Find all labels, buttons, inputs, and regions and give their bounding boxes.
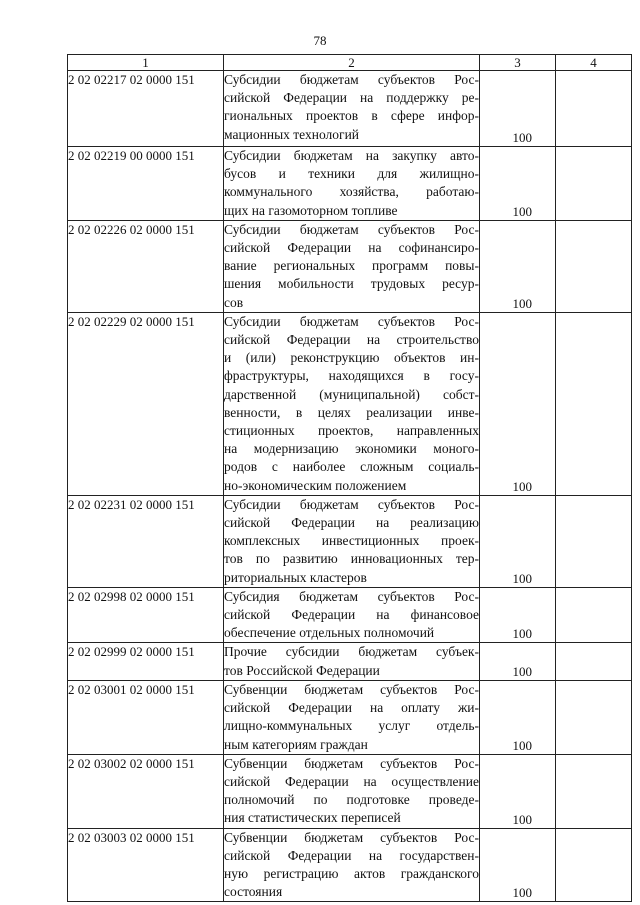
description-line: комплексных инвестиционных проек- xyxy=(224,533,479,549)
value-text: 100 xyxy=(512,626,532,642)
column-header-2: 2 xyxy=(224,55,480,71)
budget-code-cell: 2 02 02229 02 0000 151 xyxy=(68,312,224,495)
description-line: венности, в целях реализации инве- xyxy=(224,404,479,420)
value-cell xyxy=(480,495,556,587)
description-line: тов по развитию инновационных тер- xyxy=(224,551,479,567)
description-line: дарственной (муниципальной) собст- xyxy=(224,386,479,402)
table-row xyxy=(68,147,632,221)
description-line: гиональных проектов в сфере инфор- xyxy=(224,108,479,124)
description-line: коммунального хозяйства, работаю- xyxy=(224,184,479,200)
column-4-cell xyxy=(556,147,632,221)
column-header-3: 3 xyxy=(480,55,556,71)
description-line: Субвенции бюджетам субъектов Рос- xyxy=(224,829,479,845)
description-line: сийской Федерации на реализацию xyxy=(224,515,479,531)
description-line: тов Российской Федерации xyxy=(224,662,380,678)
description-line: бусов и техники для жилищно- xyxy=(224,166,479,182)
description-line: Субсидии бюджетам субъектов Рос- xyxy=(224,72,479,87)
description-line: ную регистрацию актов гражданского xyxy=(224,865,479,881)
description-cell xyxy=(224,587,480,643)
value-cell xyxy=(480,754,556,828)
description-cell xyxy=(224,754,480,828)
value-cell xyxy=(480,587,556,643)
description-cell xyxy=(224,147,480,221)
description-line: сийской Федерации на государствен- xyxy=(224,847,479,863)
description-line: фраструктуры, находящихся в госу- xyxy=(224,368,479,384)
column-4-cell xyxy=(556,495,632,587)
description-line: лищно-коммунальных услуг отдель- xyxy=(224,718,479,734)
table-row xyxy=(68,495,632,587)
description-line: Субвенции бюджетам субъектов Рос- xyxy=(224,755,479,771)
description-line: ным категориям граждан xyxy=(224,736,368,752)
description-line: Субвенции бюджетам субъектов Рос- xyxy=(224,681,479,697)
value-text: 100 xyxy=(512,203,532,219)
description-line: и (или) реконструкцию объектов ин- xyxy=(224,350,479,366)
description-line: Субсидии бюджетам субъектов Рос- xyxy=(224,221,479,237)
budget-code-cell: 2 02 03001 02 0000 151 xyxy=(68,680,224,754)
budget-code-cell: 2 02 03003 02 0000 151 xyxy=(68,828,224,902)
description-cell xyxy=(224,312,480,495)
description-line: сийской Федерации на софинансиро- xyxy=(224,240,479,256)
column-4-cell xyxy=(556,312,632,495)
description-line: состояния xyxy=(224,884,283,900)
value-text: 100 xyxy=(512,811,532,827)
description-line: сов xyxy=(224,294,244,310)
value-text: 100 xyxy=(512,130,532,145)
description-line: Субсидия бюджетам субъектов Рос- xyxy=(224,588,479,604)
table-row xyxy=(68,680,632,754)
description-cell xyxy=(224,220,480,312)
value-text: 100 xyxy=(512,295,532,311)
budget-code-cell: 2 02 02999 02 0000 151 xyxy=(68,643,224,680)
description-line: но-экономическим положением xyxy=(224,477,407,493)
description-line: стиционных проектов, направленных xyxy=(224,423,479,439)
column-4-cell xyxy=(556,643,632,680)
description-line: сийской Федерации на строительство xyxy=(224,332,479,348)
column-header-1: 1 xyxy=(68,55,224,71)
description-cell xyxy=(224,495,480,587)
value-text: 100 xyxy=(512,478,532,494)
column-4-cell xyxy=(556,828,632,902)
description-line: риториальных кластеров xyxy=(224,569,367,585)
table-row xyxy=(68,754,632,828)
table-row xyxy=(68,828,632,902)
value-cell xyxy=(480,147,556,221)
table-row xyxy=(68,587,632,643)
description-line: обеспечение отдельных полномочий xyxy=(224,625,435,641)
description-cell xyxy=(224,71,480,147)
description-line: полномочий по подготовке проведе- xyxy=(224,792,479,808)
table-row xyxy=(68,71,632,147)
description-line: родов с наиболее сложным социаль- xyxy=(224,459,479,475)
value-cell xyxy=(480,643,556,680)
description-line: ния статистических переписей xyxy=(224,810,401,826)
value-cell xyxy=(480,680,556,754)
description-cell xyxy=(224,680,480,754)
column-header-4: 4 xyxy=(556,55,632,71)
table-row xyxy=(68,643,632,680)
table-row xyxy=(68,312,632,495)
budget-code-cell: 2 02 02226 02 0000 151 xyxy=(68,220,224,312)
description-line: вание региональных программ повы- xyxy=(224,258,479,274)
description-line: Субсидии бюджетам субъектов Рос- xyxy=(224,313,479,329)
budget-code-cell: 2 02 03002 02 0000 151 xyxy=(68,754,224,828)
table-row xyxy=(68,220,632,312)
description-line: щих на газомоторном топливе xyxy=(224,202,398,218)
column-4-cell xyxy=(556,220,632,312)
description-line: шения мобильности трудовых ресур- xyxy=(224,276,479,292)
value-cell xyxy=(480,828,556,902)
column-4-cell xyxy=(556,754,632,828)
description-line: Субсидии бюджетам субъектов Рос- xyxy=(224,496,479,512)
header-row xyxy=(68,55,632,71)
value-text: 100 xyxy=(512,663,532,679)
budget-code-cell: 2 02 02998 02 0000 151 xyxy=(68,587,224,643)
description-line: сийской Федерации на осуществление xyxy=(224,773,479,789)
value-cell xyxy=(480,71,556,147)
description-line: мационных технологий xyxy=(224,126,360,142)
value-cell xyxy=(480,312,556,495)
description-line: сийской Федерации на финансовое xyxy=(224,607,479,623)
value-text: 100 xyxy=(512,885,532,901)
description-line: Субсидии бюджетам на закупку авто- xyxy=(224,148,479,163)
value-text: 100 xyxy=(512,737,532,753)
budget-code-cell: 2 02 02217 02 0000 151 xyxy=(68,71,224,147)
budget-code-cell: 2 02 02219 00 0000 151 xyxy=(68,147,224,221)
budget-table xyxy=(67,54,632,902)
description-line: сийской Федерации на оплату жи- xyxy=(224,700,479,716)
column-4-cell xyxy=(556,587,632,643)
description-line: на модернизацию экономики моного- xyxy=(224,441,479,457)
column-4-cell xyxy=(556,680,632,754)
page-number: 78 xyxy=(313,33,327,48)
description-cell xyxy=(224,828,480,902)
column-4-cell xyxy=(556,71,632,147)
budget-code-cell: 2 02 02231 02 0000 151 xyxy=(68,495,224,587)
value-cell xyxy=(480,220,556,312)
description-line: сийской Федерации на поддержку ре- xyxy=(224,90,479,106)
description-line: Прочие субсидии бюджетам субъек- xyxy=(224,644,479,660)
value-text: 100 xyxy=(512,570,532,586)
description-cell xyxy=(224,643,480,680)
